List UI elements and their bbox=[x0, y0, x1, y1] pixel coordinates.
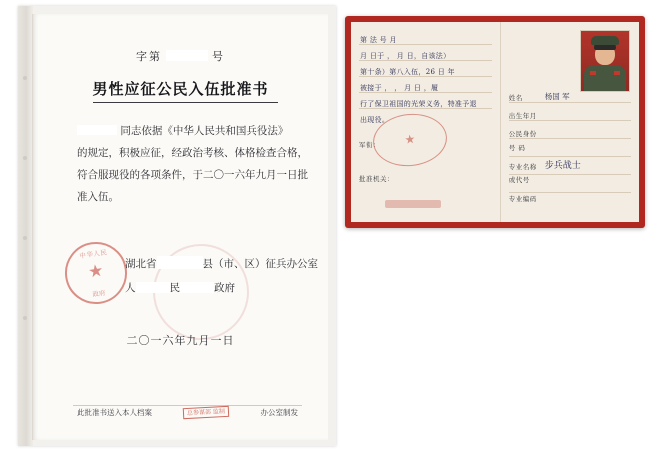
seal-smudge bbox=[385, 200, 441, 208]
handwritten-line-4: 被接于 ， ， 月 日 ，履 bbox=[360, 84, 439, 92]
certificate-code-row bbox=[33, 48, 328, 64]
footer-archive-note: 此批准书送入本人档案 bbox=[77, 407, 152, 417]
code-blank bbox=[166, 50, 208, 61]
authority-row-government bbox=[125, 276, 318, 300]
certificate-title: 男性应征公民入伍批准书 bbox=[92, 80, 269, 98]
handwritten-line-6: 出现役。 bbox=[360, 116, 390, 124]
code-suffix: 号 bbox=[212, 50, 225, 63]
code-prefix: 字第 bbox=[136, 50, 162, 63]
conscription-office-label: 征兵办公室 bbox=[265, 258, 318, 270]
seal-star-icon: ★ bbox=[86, 260, 105, 283]
gov-char-4: 府 bbox=[224, 282, 235, 294]
gov-char-1: 人 bbox=[125, 282, 136, 294]
field-value-name: 杨国 军 bbox=[544, 92, 570, 101]
military-id-booklet bbox=[345, 16, 645, 228]
portrait-photo bbox=[580, 30, 630, 92]
authority-row-county bbox=[125, 252, 318, 276]
seal-top-text: 中华人民 bbox=[78, 248, 108, 261]
certificate-page bbox=[32, 14, 328, 440]
province-label: 湖北省 bbox=[125, 258, 157, 270]
handwritten-line-1: 第 法 号 月 bbox=[360, 36, 397, 44]
title-underline bbox=[93, 102, 278, 103]
government-round-seal bbox=[61, 238, 131, 308]
handwritten-line-3: 第十条）第八入伍，26 日 年 bbox=[360, 68, 455, 76]
county-suffix-label: 县（市、区） bbox=[202, 258, 266, 270]
body-line-2: 的规定，积极应征，经政治考核、体格检查合格， bbox=[77, 147, 308, 159]
body-line-1 bbox=[77, 120, 302, 142]
body-line-4: 准入伍。 bbox=[77, 191, 119, 203]
field-label-specialty-code-alt: 或代号 bbox=[508, 176, 530, 184]
booklet-right-page bbox=[501, 22, 639, 222]
rank-label: 军衔： bbox=[359, 141, 380, 149]
booklet-left-page bbox=[351, 22, 501, 222]
field-label-number: 号 码 bbox=[508, 144, 526, 152]
body-text-1: 同志依据《中华人民共和国兵役法》 bbox=[120, 125, 289, 137]
enlistment-approval-certificate bbox=[18, 6, 336, 446]
field-label-citizen-id: 公民身份 bbox=[508, 130, 537, 138]
booklet-spine bbox=[18, 6, 33, 446]
handwritten-line-5: 行了保卫祖国的光荣义务，特准予退 bbox=[360, 100, 477, 108]
issue-date: 二〇一六年九月一日 bbox=[126, 334, 235, 347]
certificate-body bbox=[77, 120, 308, 208]
booklet-open-spread bbox=[351, 22, 639, 222]
production-stamp: 总参谋部 监制 bbox=[183, 406, 229, 420]
county-blank bbox=[157, 256, 203, 269]
field-label-specialty-name: 专业名称 bbox=[508, 163, 537, 171]
gov-blank-2 bbox=[180, 282, 214, 293]
seal-bottom-text: 政府 bbox=[91, 288, 106, 299]
issuing-authority-block bbox=[125, 252, 318, 300]
approving-authority-label: 批准机关： bbox=[359, 175, 394, 183]
field-label-birth: 出生年月 bbox=[508, 112, 537, 120]
gov-char-2: 民 bbox=[169, 282, 180, 294]
field-value-specialty-name: 步兵战士 bbox=[544, 161, 581, 171]
redacted-name-block bbox=[77, 125, 117, 135]
body-line-3: 符合服现役的各项条件，于二〇一六年九月一日批 bbox=[77, 169, 308, 181]
field-label-name: 姓名 bbox=[508, 94, 523, 102]
footer-issuer-note: 办公室制发 bbox=[260, 407, 298, 417]
certificate-footer bbox=[77, 407, 298, 418]
gov-char-3: 政 bbox=[214, 282, 225, 294]
gov-blank-1 bbox=[136, 282, 170, 293]
seal-star-icon: ★ bbox=[403, 131, 417, 147]
handwritten-line-2: 月 日于 ， 月 日，自该法） bbox=[360, 52, 451, 60]
field-label-specialty-code: 专业编码 bbox=[508, 195, 537, 203]
